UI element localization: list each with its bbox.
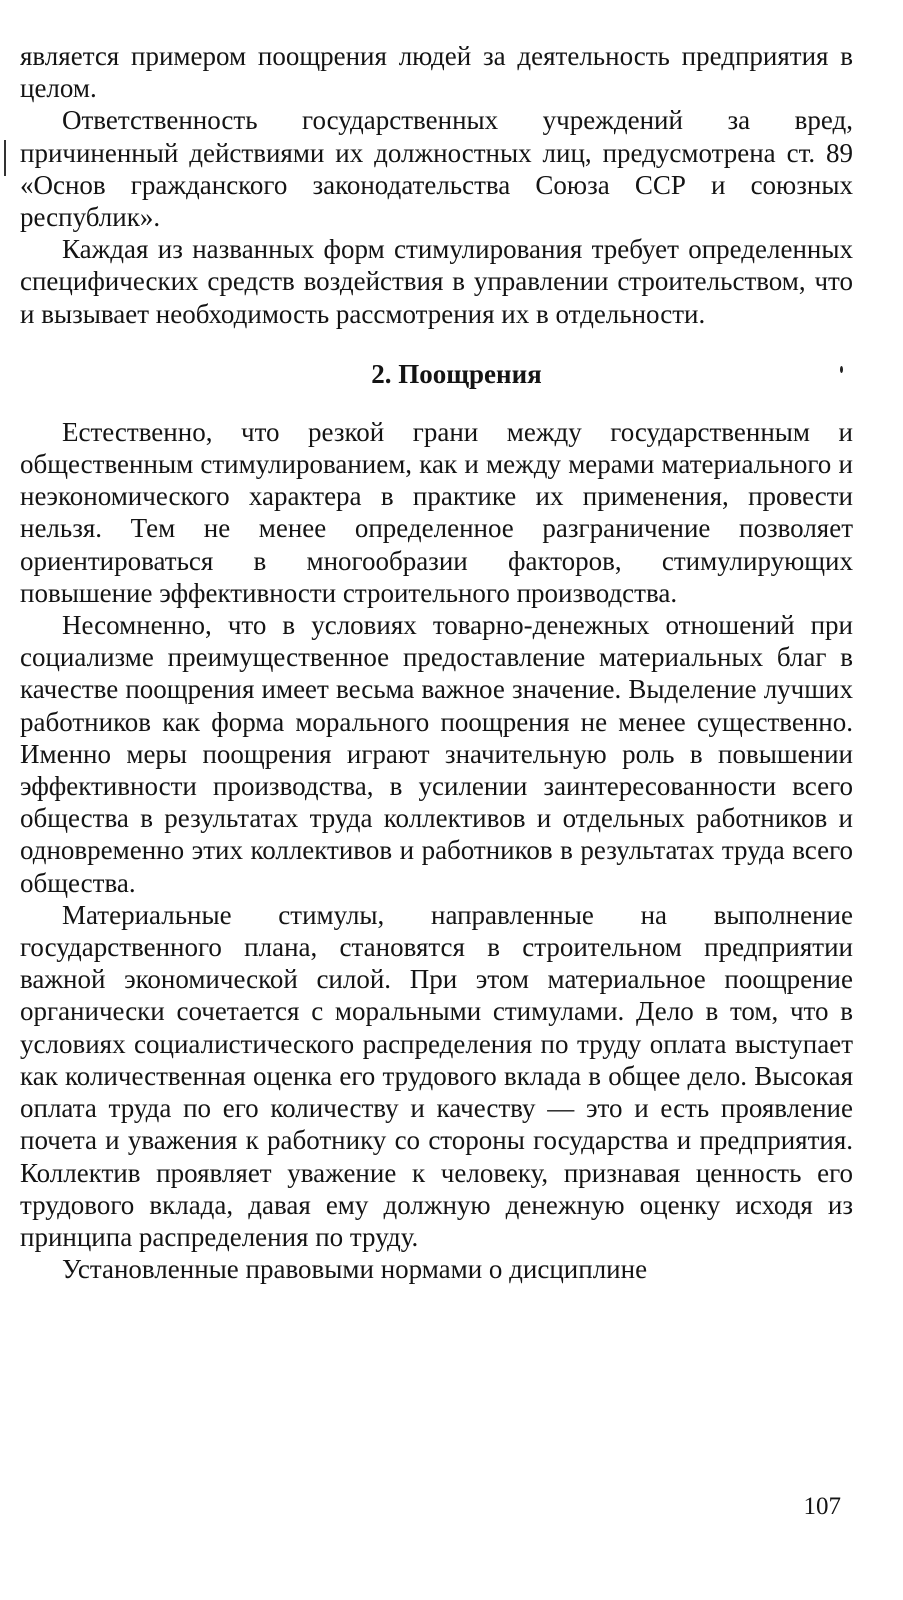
paragraph-liability: Ответственность государственных учреждений за вред, причиненный действиями их должностных лиц, предусмотрена ст. 89 «Основ гражданского законодательства Союза ССР и союзных республик».	[20, 105, 853, 233]
paragraph-undoubtedly: Несомненно, что в условиях товарно-денежных отношений при социализме преимущественное предоставление материальных благ в качестве поощрения имеет весьма важное значение. Выделение лучших работников как форма морального поощрения не менее существенно. Именно меры поощрения играют значительную роль в повышении эффективности производства, в усилении заинтересованности всего общества в результатах труда коллективов и отдельных работников и одновременно этих коллективов и работников в результатах труда всего общества.	[20, 610, 853, 898]
paragraph-stimulation-forms: Каждая из названных форм стимулирования требует определенных специфических средств воздействия в управлении строительством, что и вызывает необходимость рассмотрения их в отдельности.	[20, 234, 853, 329]
page-number: 107	[803, 1493, 841, 1520]
print-speck	[840, 366, 843, 373]
section-heading: 2. Поощрения	[371, 358, 542, 389]
paragraph-continuation: является примером поощрения людей за деятельность предприятия в целом.	[20, 41, 853, 104]
margin-mark	[4, 140, 6, 176]
paragraph-naturally: Естественно, что резкой грани между государственным и общественным стимулированием, как и между мерами материального и неэкономического характера в практике их применения, провести нельзя. Тем не менее определенное разграничение позволяет ориентироваться в многообразии факторов, стимулирующих повышение эффективности строительного производства.	[20, 416, 853, 608]
paragraph-established-norms: Установленные правовыми нормами о дисциплине	[62, 1254, 648, 1285]
paragraph-material-stimuli: Материальные стимулы, направленные на выполнение государственного плана, становятся в строительном предприятии важной экономической силой. При этом материальное поощрение органически сочетается с моральными стимулами. Дело в том, что в условиях социалистического распределения по труду оплата выступает как количественная оценка его трудового вклада в общее дело. Высокая оплата труда по его количеству и качеству — это и есть проявление почета и уважения к работнику со стороны государства и предприятия. Коллектив проявляет уважение к человеку, признавая ценность его трудового вклада, давая ему должную денежную оценку исходя из принципа распределения по труду.	[20, 899, 853, 1252]
